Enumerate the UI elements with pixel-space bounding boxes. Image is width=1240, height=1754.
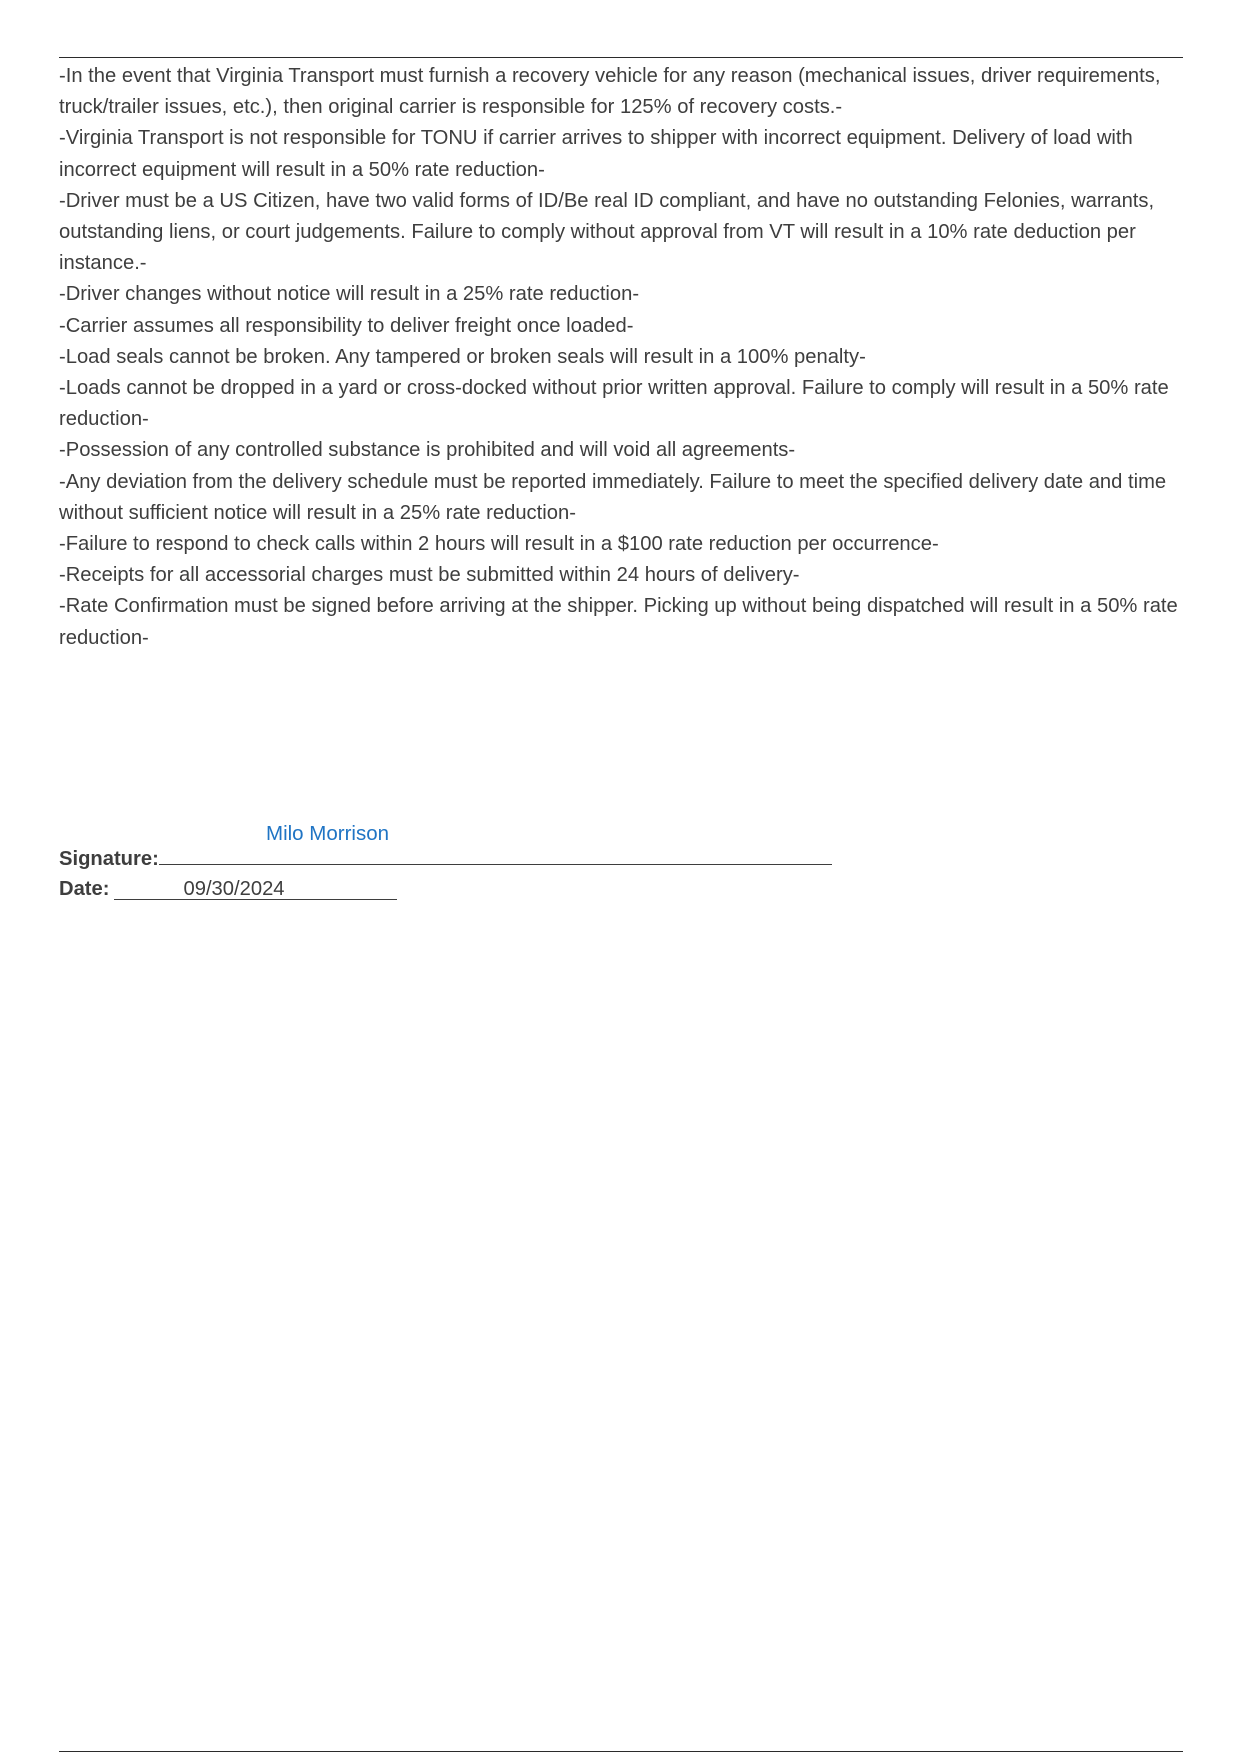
term-item: -Driver changes without notice will result in a 25% rate reduction- xyxy=(59,283,640,306)
date-line xyxy=(59,874,397,904)
bottom-divider xyxy=(59,1751,1183,1752)
signature-line xyxy=(59,844,832,874)
term-item: -Possession of any controlled substance is prohibited and will void all agreements- xyxy=(59,439,796,462)
term-item: -Virginia Transport is not responsible for TONU if carrier arrives to shipper with incorrect equipment. Delivery of load with incorrect equipment will result in a 50% rate reduction- xyxy=(59,127,1133,181)
term-item: -Rate Confirmation must be signed before arriving at the shipper. Picking up without being dispatched will result in a 50% rate reduction- xyxy=(59,595,1178,649)
term-item: -Carrier assumes all responsibility to deliver freight once loaded- xyxy=(59,314,634,337)
terms-list xyxy=(59,61,1183,654)
term-item: -Load seals cannot be broken. Any tampered or broken seals will result in a 100% penalty- xyxy=(59,345,866,368)
date-field[interactable]: 09/30/2024 xyxy=(114,879,396,900)
date-label: Date: xyxy=(59,878,110,900)
signature-label: Signature: xyxy=(59,848,159,870)
term-item: -Loads cannot be dropped in a yard or cross-docked without prior written approval. Failure to comply will result in a 50% rate reduction- xyxy=(59,377,1169,431)
signer-name[interactable]: Milo Morrison xyxy=(266,822,390,845)
term-item: -Receipts for all accessorial charges must be submitted within 24 hours of delivery- xyxy=(59,564,800,587)
term-item: -Any deviation from the delivery schedule must be reported immediately. Failure to meet the specified delivery date and time without sufficient notice will result in a 25% rate reduction- xyxy=(59,470,1167,524)
signature-field[interactable] xyxy=(159,844,832,865)
term-item: -Failure to respond to check calls within 2 hours will result in a $100 rate reduction per occurrence- xyxy=(59,533,939,556)
term-item: -Driver must be a US Citizen, have two valid forms of ID/Be real ID compliant, and have no outstanding Felonies, warrants, outstanding liens, or court judgements. Failure to comply without approval from VT will result in a 10% rate deduction per instance.- xyxy=(59,189,1155,275)
top-divider xyxy=(59,57,1183,58)
term-item: -In the event that Virginia Transport must furnish a recovery vehicle for any reason (mechanical issues, driver requirements, truck/trailer issues, etc.), then original carrier is responsible for 125% of recovery costs.- xyxy=(59,65,1161,119)
